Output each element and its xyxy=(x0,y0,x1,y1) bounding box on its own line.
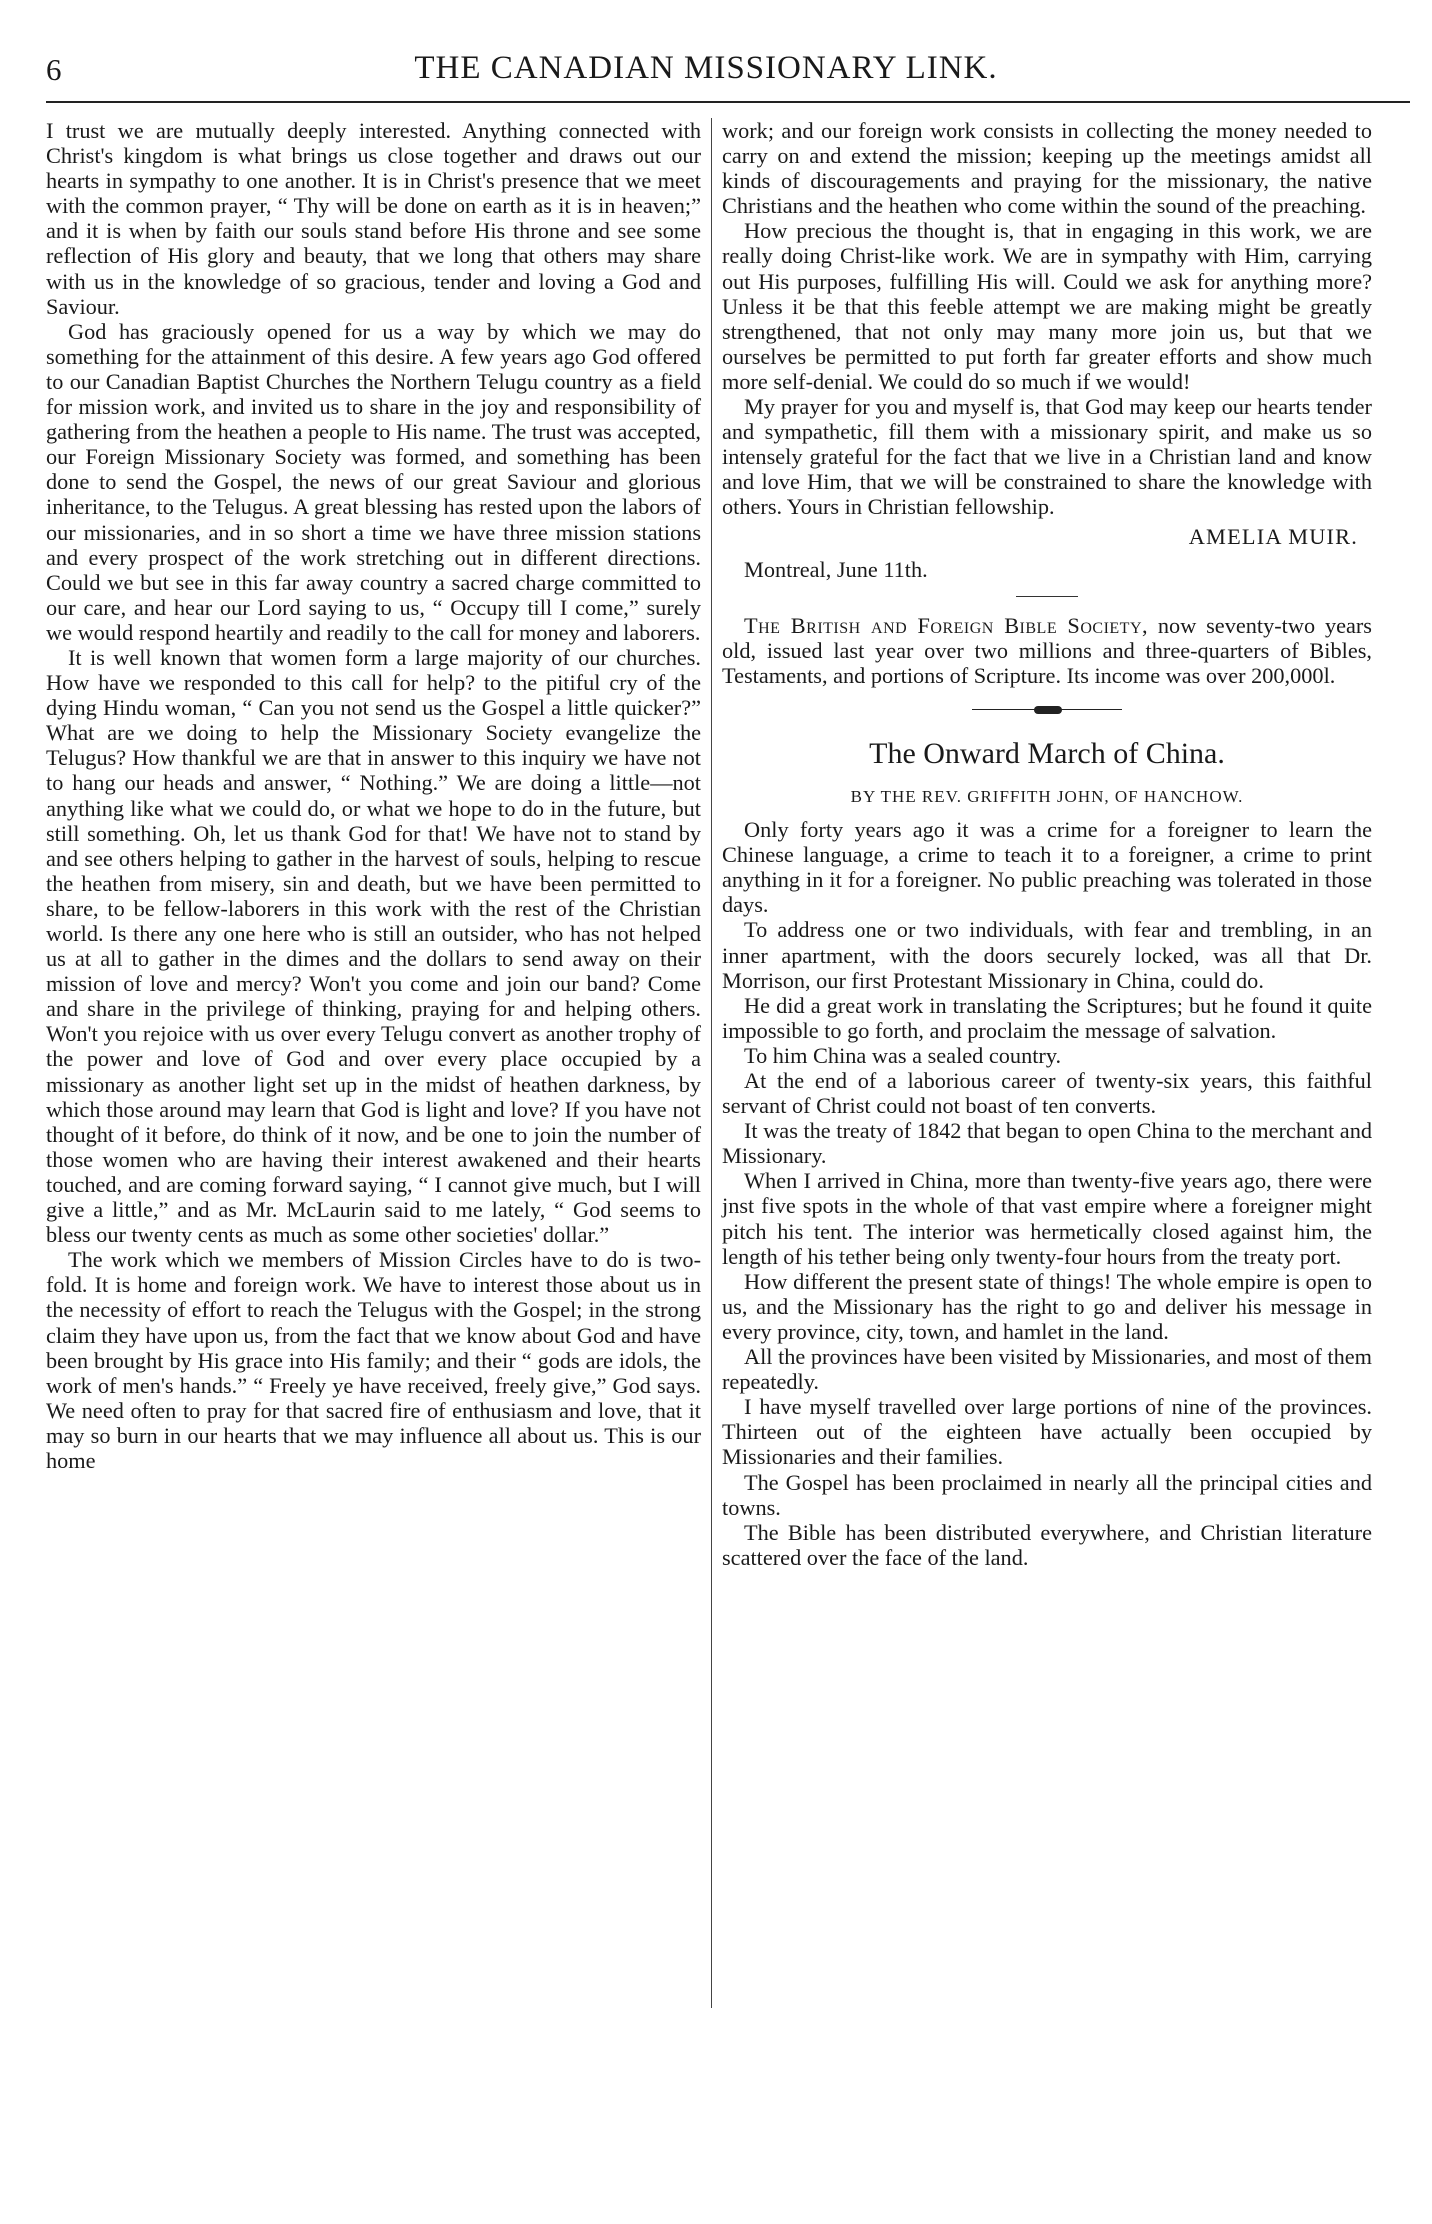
paragraph: The Gospel has been proclaimed in nearly all the principal cities and towns. xyxy=(722,1469,1372,1520)
paragraph: My prayer for you and myself is, that God may keep our hearts tender and sympathetic, fill them with a missionary spirit, and make us so intensely grateful for the fact that we live in a Christian land and know and love Him, that we will be constrained to share the knowledge with others. Yours in Christian fellowship. xyxy=(722,394,1372,520)
paragraph: Only forty years ago it was a crime for a foreigner to learn the Chinese language, a crime to teach it to a foreigner, a crime to print anything in it for a foreigner. No public preaching was tolerated in those days. xyxy=(722,817,1372,918)
paragraph: It is well known that women form a large majority of our churches. How have we responded to this call for help? to the pitiful cry of the dying Hindu woman, “ Can you not send us the Gospel a little quicker?” What are we doing to help the Missionary Society evangelize the Telugus? How thankful we are that in answer to this inquiry we have not to hang our heads and answer, “ Nothing.” We are doing a little—not anything like what we could do, or what we hope to do in the future, but still something. Oh, let us thank God for that! We have not to stand by and see others helping to gather in the harvest of souls, helping to rescue the heathen from misery, sin and death, but we have been permitted to share, to be fellow-laborers in this work with the rest of the Christian world. Is there any one here who is still an outsider, who has not helped us at all to gather in the dimes and the dollars to send away on their mission of love and mercy? Won't you come and join our band? Come and share in the privilege of thinking, praying for and helping others. Won't you rejoice with us over every Telugu convert as another trophy of the power and love of God and over every place occupied by a missionary as another light set up in the midst of heathen darkness, by which those around may learn that God is light and love? If you have not thought of it before, do think of it now, and be one to join the number of those women who are having their interest awakened and their hearts touched, and are coming forward saying, “ I cannot give much, but I will give a little,” and as Mr. McLaurin said to me lately, “ God seems to bless our twenty cents as much as some other societies' dollar.” xyxy=(46,644,701,1248)
bible-society-text: now seventy-two years old, issued last year over two millions and three-quarters of Bibles, Testaments, and portions of Scripture. Its income was over 200,000l. xyxy=(722,612,1372,688)
paragraph: All the provinces have been visited by Missionaries, and most of them repeatedly. xyxy=(722,1344,1372,1395)
right-column xyxy=(722,118,1372,1570)
paragraph: God has graciously opened for us a way by which we may do something for the attainment of this desire. A few years ago God offered to our Canadian Baptist Churches the Northern Telugu country as a field for mission work, and invited us to share in the joy and responsibility of gathering from the heathen a people to His name. The trust was accepted, our Foreign Missionary Society was formed, and something has been done to send the Gospel, the news of our great Saviour and glorious inheritance, to the Telugus. A great blessing has rested upon the labors of our missionaries, and in so short a time we have three mission stations and every prospect of the work stretching out in different directions. Could we but see in this far away country a sacred charge committed to our care, and hear our Lord saying to us, “ Occupy till I come,” surely we would respond heartily and readily to the call for money and laborers. xyxy=(46,318,701,645)
paragraph: To him China was a sealed country. xyxy=(744,1042,1062,1068)
bible-society-note xyxy=(722,613,1372,688)
paragraph: I trust we are mutually deeply interested. Anything connected with Christ's kingdom is what brings us close together and draws out our hearts in sympathy to one another. It is in Christ's presence that we meet with the common prayer, “ Thy will be done on earth as it is in heaven;” and it is when by faith our souls stand before His throne and see some reflection of His glory and beauty, that we long that others may share with us in the knowledge of so gracious, tender and loving a God and Saviour. xyxy=(46,118,701,319)
paragraph: I have myself travelled over large portions of nine of the provinces. Thirteen out of the eighteen have actually been occupied by Missionaries and their families. xyxy=(722,1394,1372,1470)
page-header xyxy=(46,40,1366,98)
paragraph: He did a great work in translating the Scriptures; but he found it quite impossible to go forth, and proclaim the message of salvation. xyxy=(722,992,1372,1043)
header-rule xyxy=(46,101,1410,103)
article-title: The Onward March of China. xyxy=(869,736,1225,770)
paragraph: At the end of a laborious career of twenty-six years, this faithful servant of Christ could not boast of ten converts. xyxy=(722,1068,1372,1119)
page-number: 6 xyxy=(46,52,62,87)
column-divider xyxy=(711,118,712,2008)
ornamental-rule xyxy=(972,706,1122,714)
letter-signature: AMELIA MUIR. xyxy=(1188,523,1358,549)
paragraph: How precious the thought is, that in engaging in this work, we are really doing Christ-like work. We are in sympathy with Him, carrying out His purposes, fulfilling His will. Could we ask for anything more? Unless it be that this feeble attempt we are making might be greatly strengthened, that not only may many more join us, but that we ourselves be permitted to put forth far greater efforts and show much more self-denial. We could do so much if we would! xyxy=(722,218,1372,394)
paragraph: It was the treaty of 1842 that began to open China to the merchant and Missionary. xyxy=(722,1118,1372,1169)
article-byline: BY THE REV. GRIFFITH JOHN, OF HANCHOW. xyxy=(850,786,1244,806)
paragraph: The Bible has been distributed everywhere, and Christian literature scattered over the face of the land. xyxy=(722,1519,1372,1570)
section-rule xyxy=(1016,596,1078,597)
publication-title: THE CANADIAN MISSIONARY LINK. xyxy=(414,50,998,86)
paragraph: When I arrived in China, more than twenty-five years ago, there were jnst five spots in the whole of that vast empire where a foreigner might pitch his tent. The interior was hermetically closed against him, the length of his tether being only twenty-four hours from the treaty port. xyxy=(722,1168,1372,1269)
paragraph: To address one or two individuals, with fear and trembling, in an inner apartment, with the doors securely locked, was all that Dr. Morrison, our first Protestant Missionary in China, could do. xyxy=(722,917,1372,993)
paragraph: The work which we members of Mission Circles have to do is two-fold. It is home and foreign work. We have to interest those about us in the necessity of effort to reach the Telugus with the Gospel; in the strong claim they have upon us, from the fact that we know about God and have been brought by His grace into His family; and their “ gods are idols, the work of men's hands.” “ Freely ye have received, freely give,” God says. We need often to pray for that sacred fire of enthusiasm and love, that it may so burn in our hearts that we may influence all about us. This is our home xyxy=(46,1247,701,1473)
left-column xyxy=(46,118,701,1473)
letter-dateline: Montreal, June 11th. xyxy=(744,556,928,582)
paragraph: How different the present state of things! The whole empire is open to us, and the Missionary has the right to go and deliver his message in every province, city, town, and hamlet in the land. xyxy=(722,1268,1372,1344)
bible-society-lead: The British and Foreign Bible Society, xyxy=(744,612,1149,638)
paragraph: work; and our foreign work consists in collecting the money needed to carry on and extend the mission; keeping up the meetings amidst all kinds of discouragements and praying for the missionary, the native Christians and the heathen who come within the sound of the preaching. xyxy=(722,118,1372,219)
